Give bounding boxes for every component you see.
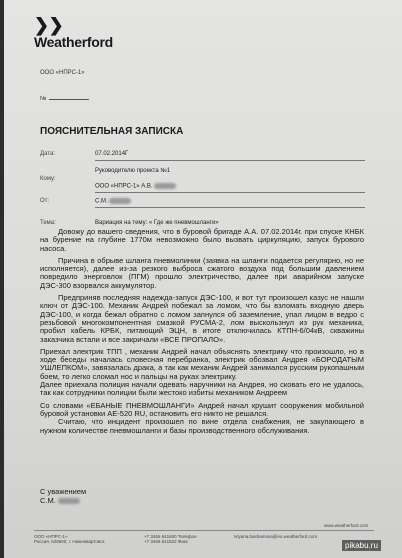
page-footer (34, 530, 374, 544)
to-value: ООО «НПРС-1» А.В. (95, 183, 176, 190)
memo-body (40, 228, 364, 435)
footer-site: www.weatherford.com (324, 523, 369, 528)
signature-closing: С уважением (40, 487, 87, 496)
watermark: pikabu.ru (342, 540, 381, 551)
to-label: Кому: (40, 176, 56, 182)
company-name: Weatherford (34, 34, 113, 50)
subject-value: Вариация на тему: « Где же пневмошланги» (95, 220, 219, 226)
paragraph: Со словами «ЕБАНЫЕ ПНЕВМОШЛАНГИ» Андрей начал крушит сооружения мобильной буровой установки АЕ-520 RU, остановить его никто не решался. (40, 400, 364, 418)
paragraph: Далее приехала полиция начали одевать наручники на Андрея, но сковать его не удалось, так как сотрудники полиции были жестоко избиты механиком Андреем (40, 380, 364, 398)
from-value: С.М. (95, 198, 131, 205)
document-title: ПОЯСНИТЕЛЬНАЯ ЗАПИСКА (40, 126, 184, 137)
footer-email: Ivlyana.bashamova@eu.weatherford.com (234, 534, 318, 539)
redaction (58, 498, 80, 504)
logo-mark-icon: ❯❯ (34, 15, 64, 35)
sender-org: ООО «НПРС-1» (40, 70, 85, 76)
divider (95, 160, 365, 161)
from-label: От: (40, 198, 50, 204)
signature-name: С.М. (40, 496, 80, 505)
divider (95, 207, 365, 208)
subject-label: Тема: (40, 220, 56, 226)
footer-phone: +7 3466 641600 Телефон +7 3466 641622 Факс (144, 534, 197, 544)
paragraph: Считаю, что инцидент произошел по вине отдела снабжения, не закупающего в нужном количестве пневмошланги и базы производственного обслуживания. (40, 417, 364, 435)
paragraph: Предприняв последняя надежда-запуск ДЭС-100, и вот тут произошел казус не нашли ключ от ДЭС-100. Механик Андрей побежал за ломом, что бы взломать входную дверь ДЭС-100, и когда бежал обратно с ломом запнулся об заземление, упал лицом в ведро с резьбовой многокомпонентная смазкой РУСМА-2, лом выскользнул из рук механика, пробил кабель КРБК, питающий ЭЦН, в итоге отключилась КТПН-6/04кВ, скважины заказчика встали и все закричали «ВСЕ ПРОПАЛО». (40, 293, 364, 344)
date-value: 07.02.2014Г (95, 151, 129, 157)
divider (95, 192, 365, 193)
paragraph: Причина в обрыве шланга пневмолинии (заявка на шланги подается регулярно, но не исполняется), далее из-за резкого выброса сжатого воздуха под большим давлением повредило энерговлок (ПГМ) прошло электричество, далее при аварийном запуске ДЭС-300 взорвался аккумулятор. (40, 255, 364, 290)
date-label: Дата: (40, 151, 55, 157)
redaction (109, 198, 131, 204)
paragraph: Довожу до вашего сведения, что в буровой бригаде А.А. 07.02.2014г. при спуске КНБК на бурение на глубине 1770м невозможно было вызвать циркуляцию, запуск бурового насоса. (40, 227, 364, 253)
paragraph: Приехал электрик ТПП , механик Андрей начал объяснять электрику что произошло, но в ходе беседы началась словесная перебранка, электрик обозвал Андрея «БОРОДАТЫМ УШЛЕПКОМ», завязалась драка, а так как механик Андрей занимался русским рукопашным боем, то легко сломал нос и пальцы на руках электрику. (40, 346, 364, 381)
redaction (154, 183, 176, 189)
company-logo (34, 16, 113, 50)
number-mark: № (40, 96, 89, 102)
document-sheet (4, 0, 402, 558)
footer-address: ООО «НПРС-1» Россия, 628600, г. Нижневартовск (34, 534, 105, 544)
to-position: Руководителю проекта №1 (95, 168, 171, 174)
